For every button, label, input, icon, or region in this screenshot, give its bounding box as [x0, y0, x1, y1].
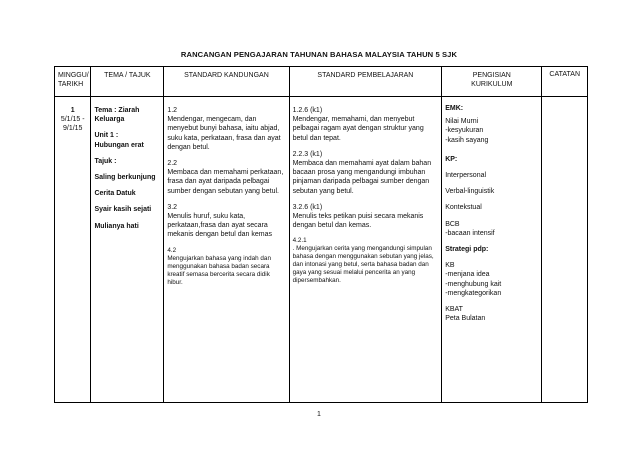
- tajuk-item: Saling berkunjung: [94, 174, 156, 182]
- pengisian-item: Interpersonal: [445, 172, 487, 180]
- pengisian-item: KBAT Peta Bulatan: [445, 306, 486, 323]
- pembelajaran-item: 4.2.1 . Mengujarkan cerita yang mengandungi simpulan bahasa dengan menggunakan sebutan yang jelas, dan intonasi yang betul, serta bahasa badan dan gaya yang sesuai melalui pencerita an yang dipersembahkan.: [292, 237, 434, 285]
- page-number: 1: [317, 411, 321, 418]
- pengisian-item: BCB -bacaan intensif: [445, 220, 495, 237]
- kandungan-cell: [164, 97, 289, 403]
- table-row: [55, 97, 588, 403]
- kandungan-item: 4.2 Mengujarkan bahasa yang indah dan menggunakan bahasa badan secara kreatif semasa bercerita secara didik hibur.: [167, 246, 271, 286]
- pengisian-item: KB -menjana idea -menghubung kait -mengkategorikan: [445, 262, 502, 297]
- kandungan-item: 3.2 Menulis huruf, suku kata, perkataan,frasa dan ayat secara mekanis dengan betul dan kemas: [167, 203, 272, 239]
- catatan-cell: [542, 97, 588, 403]
- document-title: RANCANGAN PENGAJARAN TAHUNAN BAHASA MALAYSIA TAHUN 5 SJK: [180, 50, 458, 59]
- lesson-plan-table: [54, 66, 588, 403]
- pengisian-emk: [445, 104, 538, 145]
- pengisian-head: KP:: [445, 155, 458, 163]
- header-tema: TEMA / TAJUK: [91, 67, 164, 97]
- tajuk-item: Mulianya hati: [94, 222, 139, 230]
- week-dates: 5/1/15 - 9/1/15: [60, 116, 85, 133]
- header-pembelajaran: STANDARD PEMBELAJARAN: [289, 67, 442, 97]
- week-number: 1: [70, 107, 75, 114]
- tajuk-label: Tajuk :: [94, 157, 117, 165]
- header-minggu: MINGGU/ TARIKH: [55, 67, 91, 97]
- week-cell: [55, 97, 91, 403]
- tajuk-item: Syair kasih sejati: [94, 206, 152, 214]
- pembelajaran-item: 2.2.3 (k1) Membaca dan memahami ayat dalam bahan bacaan prosa yang mengandungi imbuhan pinjaman daripada pelbagai sumber dengan sebutan yang betul.: [292, 150, 432, 195]
- pengisian-head: EMK:: [445, 105, 464, 112]
- header-pengisian: PENGISIAN KURIKULUM: [442, 67, 542, 97]
- pengisian-cell: [442, 97, 542, 403]
- unit-label: Unit 1 : Hubungan erat: [94, 132, 144, 149]
- tajuk-item: Cerita Datuk: [94, 190, 136, 198]
- tema-cell: [91, 97, 164, 403]
- header-row: [55, 67, 588, 97]
- header-kandungan: STANDARD KANDUNGAN: [164, 67, 289, 97]
- pembelajaran-item: 1.2.6 (k1) Mendengar, memahami, dan menyebut pelbagai ragam ayat dengan struktur yang betul dan tepat.: [292, 107, 424, 142]
- kandungan-item: 2.2 Membaca dan memahami perkataan, frasa dan ayat daripada pelbagai sumber dengan sebutan yang betul.: [167, 160, 284, 195]
- pembelajaran-item: 3.2.6 (k1) Menulis teks petikan puisi secara mekanis dengan betul dan kemas.: [292, 203, 424, 230]
- pengisian-kp: [445, 155, 538, 164]
- pengisian-item: Kontekstual: [445, 204, 482, 212]
- pengisian-item: Verbal-linguistik: [445, 188, 495, 196]
- pembelajaran-cell: [289, 97, 442, 403]
- pengisian-body: Nilai Murni -kesyukuran -kasih sayang: [445, 118, 489, 144]
- tema-title: Tema : Ziarah Keluarga: [94, 107, 140, 124]
- kandungan-item: 1.2 Mendengar, mengecam, dan menyebut bunyi bahasa, iaitu abjad, suku kata, perkataan, frasa dan ayat dengan betul.: [167, 107, 281, 151]
- pengisian-strategi: Strategi pdp:: [445, 246, 489, 254]
- header-catatan: CATATAN: [542, 67, 588, 97]
